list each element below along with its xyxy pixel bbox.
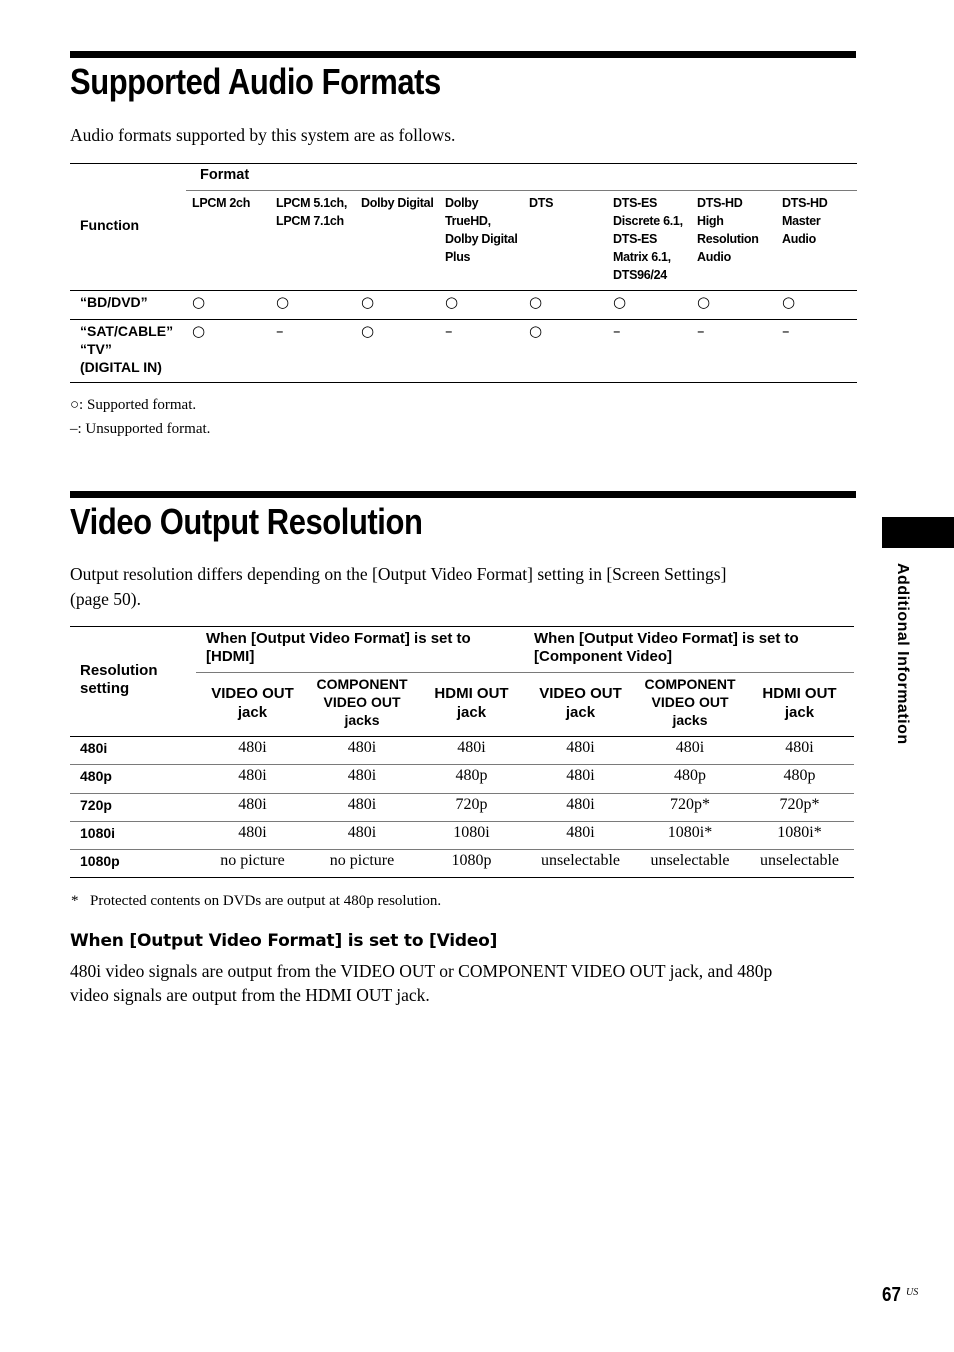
group-header-component: When [Output Video Format] is set to [Component Video] [534,630,799,665]
table-cell: no picture [220,852,285,869]
resolution-label-720p: 720p [80,797,112,813]
support-cell: ○ [529,322,543,340]
section-tab-marker [882,517,954,548]
video-body-line-1: 480i video signals are output from the VIDEO OUT or COMPONENT VIDEO OUT jack, and 480p [70,961,773,981]
table-cell: unselectable [759,852,840,869]
table-cell: 480i [238,796,267,813]
table-cell: 480i [238,767,267,784]
subheader-component-video-out: COMPONENT VIDEO OUT jacks [644,676,736,728]
table-cell: 1080i* [777,824,822,841]
row-label-sat-cable-tv: “SAT/CABLE” “TV” (DIGITAL IN) [80,323,174,375]
subheader-hdmi-out: HDMI OUT jack [434,685,509,721]
video-title: Video Output Resolution [70,501,423,542]
resolution-label-480i: 480i [80,740,108,756]
table-cell: 720p* [670,796,710,813]
table-cell: 480i [785,739,814,756]
table-cell: 480i [347,796,377,813]
format-col-3: Dolby Digital [361,196,434,210]
footnote: Protected contents on DVDs are output at 480p resolution. [90,893,442,909]
support-cell: – [276,322,284,340]
support-cell: ○ [613,293,627,311]
format-col-8: DTS-HD Master Audio [782,196,828,246]
video-body-line-2: video signals are output from the HDMI OUT jack. [70,985,430,1005]
subheader-component-video-out: COMPONENT VIDEO OUT jacks [316,676,408,728]
support-cell: ○ [529,293,543,311]
table-cell: 480i [457,739,486,756]
support-cell: ○ [361,293,375,311]
support-cell: ○ [192,293,206,311]
format-col-2: LPCM 5.1ch, LPCM 7.1ch [276,196,348,228]
function-header: Function [80,217,140,233]
table-cell: 480i [347,824,377,841]
support-cell: – [445,322,453,340]
legend-unsupported: –: Unsupported format. [70,421,211,437]
audio-title: Supported Audio Formats [70,61,441,102]
audio-intro: Audio formats supported by this system are as follows. [70,125,456,145]
format-col-7: DTS-HD High Resolution Audio [697,196,759,264]
table-cell: 480i [566,824,595,841]
page-region-code: US [906,1287,919,1298]
table-cell: 480i [238,824,267,841]
table-cell: 720p* [779,796,820,813]
table-cell: 480p [674,767,706,784]
table-cell: unselectable [540,852,621,869]
table-cell: 480i [566,739,595,756]
footnote-mark: * [71,893,79,909]
format-col-1: LPCM 2ch [192,196,251,210]
table-cell: 720p [455,796,488,813]
resolution-label-480p: 480p [80,768,112,784]
resolution-label-1080p: 1080p [80,853,120,869]
support-cell: – [782,322,790,340]
format-col-6: DTS-ES Discrete 6.1, DTS-ES Matrix 6.1, DTS96/24 [613,196,683,282]
table-cell: 480p [455,767,488,784]
support-cell: ○ [361,322,375,340]
video-subheading: When [Output Video Format] is set to [Video] [70,931,498,951]
legend-supported: ○: Supported format. [70,397,197,413]
table-cell: 480i [347,767,377,784]
table-cell: 480i [566,796,595,813]
section-side-label: Additional Information [894,563,911,745]
subheader-video-out: VIDEO OUT jack [539,685,622,721]
table-cell: unselectable [650,852,730,869]
table-cell: 480i [675,739,705,756]
format-col-4: Dolby TrueHD, Dolby Digital Plus [445,196,518,264]
video-intro-line-2: (page 50). [70,589,141,609]
format-col-5: DTS [529,196,554,210]
audio-title-rule [70,51,856,58]
support-cell: ○ [697,293,711,311]
row-label-bd-dvd: “BD/DVD” [80,294,148,310]
support-cell: ○ [192,322,206,340]
table-cell: no picture [329,852,395,869]
support-cell: ○ [445,293,459,311]
table-cell: 1080p [451,852,492,869]
support-cell: – [697,322,705,340]
video-intro-line-1: Output resolution differs depending on the [Output Video Format] setting in [Screen Settings] [70,564,727,584]
support-cell: ○ [276,293,290,311]
table-cell: 1080i* [667,824,713,841]
format-header: Format [200,167,250,183]
table-cell: 1080i [453,824,490,841]
support-cell: ○ [782,293,796,311]
resolution-label-1080i: 1080i [80,825,116,841]
subheader-hdmi-out: HDMI OUT jack [762,685,837,721]
page-number: 67 [882,1284,901,1306]
support-cell: – [613,322,621,340]
table-cell: 480p [783,767,816,784]
group-header-hdmi: When [Output Video Format] is set to [HDMI] [206,630,471,665]
video-title-rule [70,491,856,498]
resolution-setting-header: Resolution setting [80,662,158,697]
table-cell: 480i [238,739,267,756]
table-cell: 480i [347,739,377,756]
table-cell: 480i [566,767,595,784]
subheader-video-out: VIDEO OUT jack [211,685,294,721]
